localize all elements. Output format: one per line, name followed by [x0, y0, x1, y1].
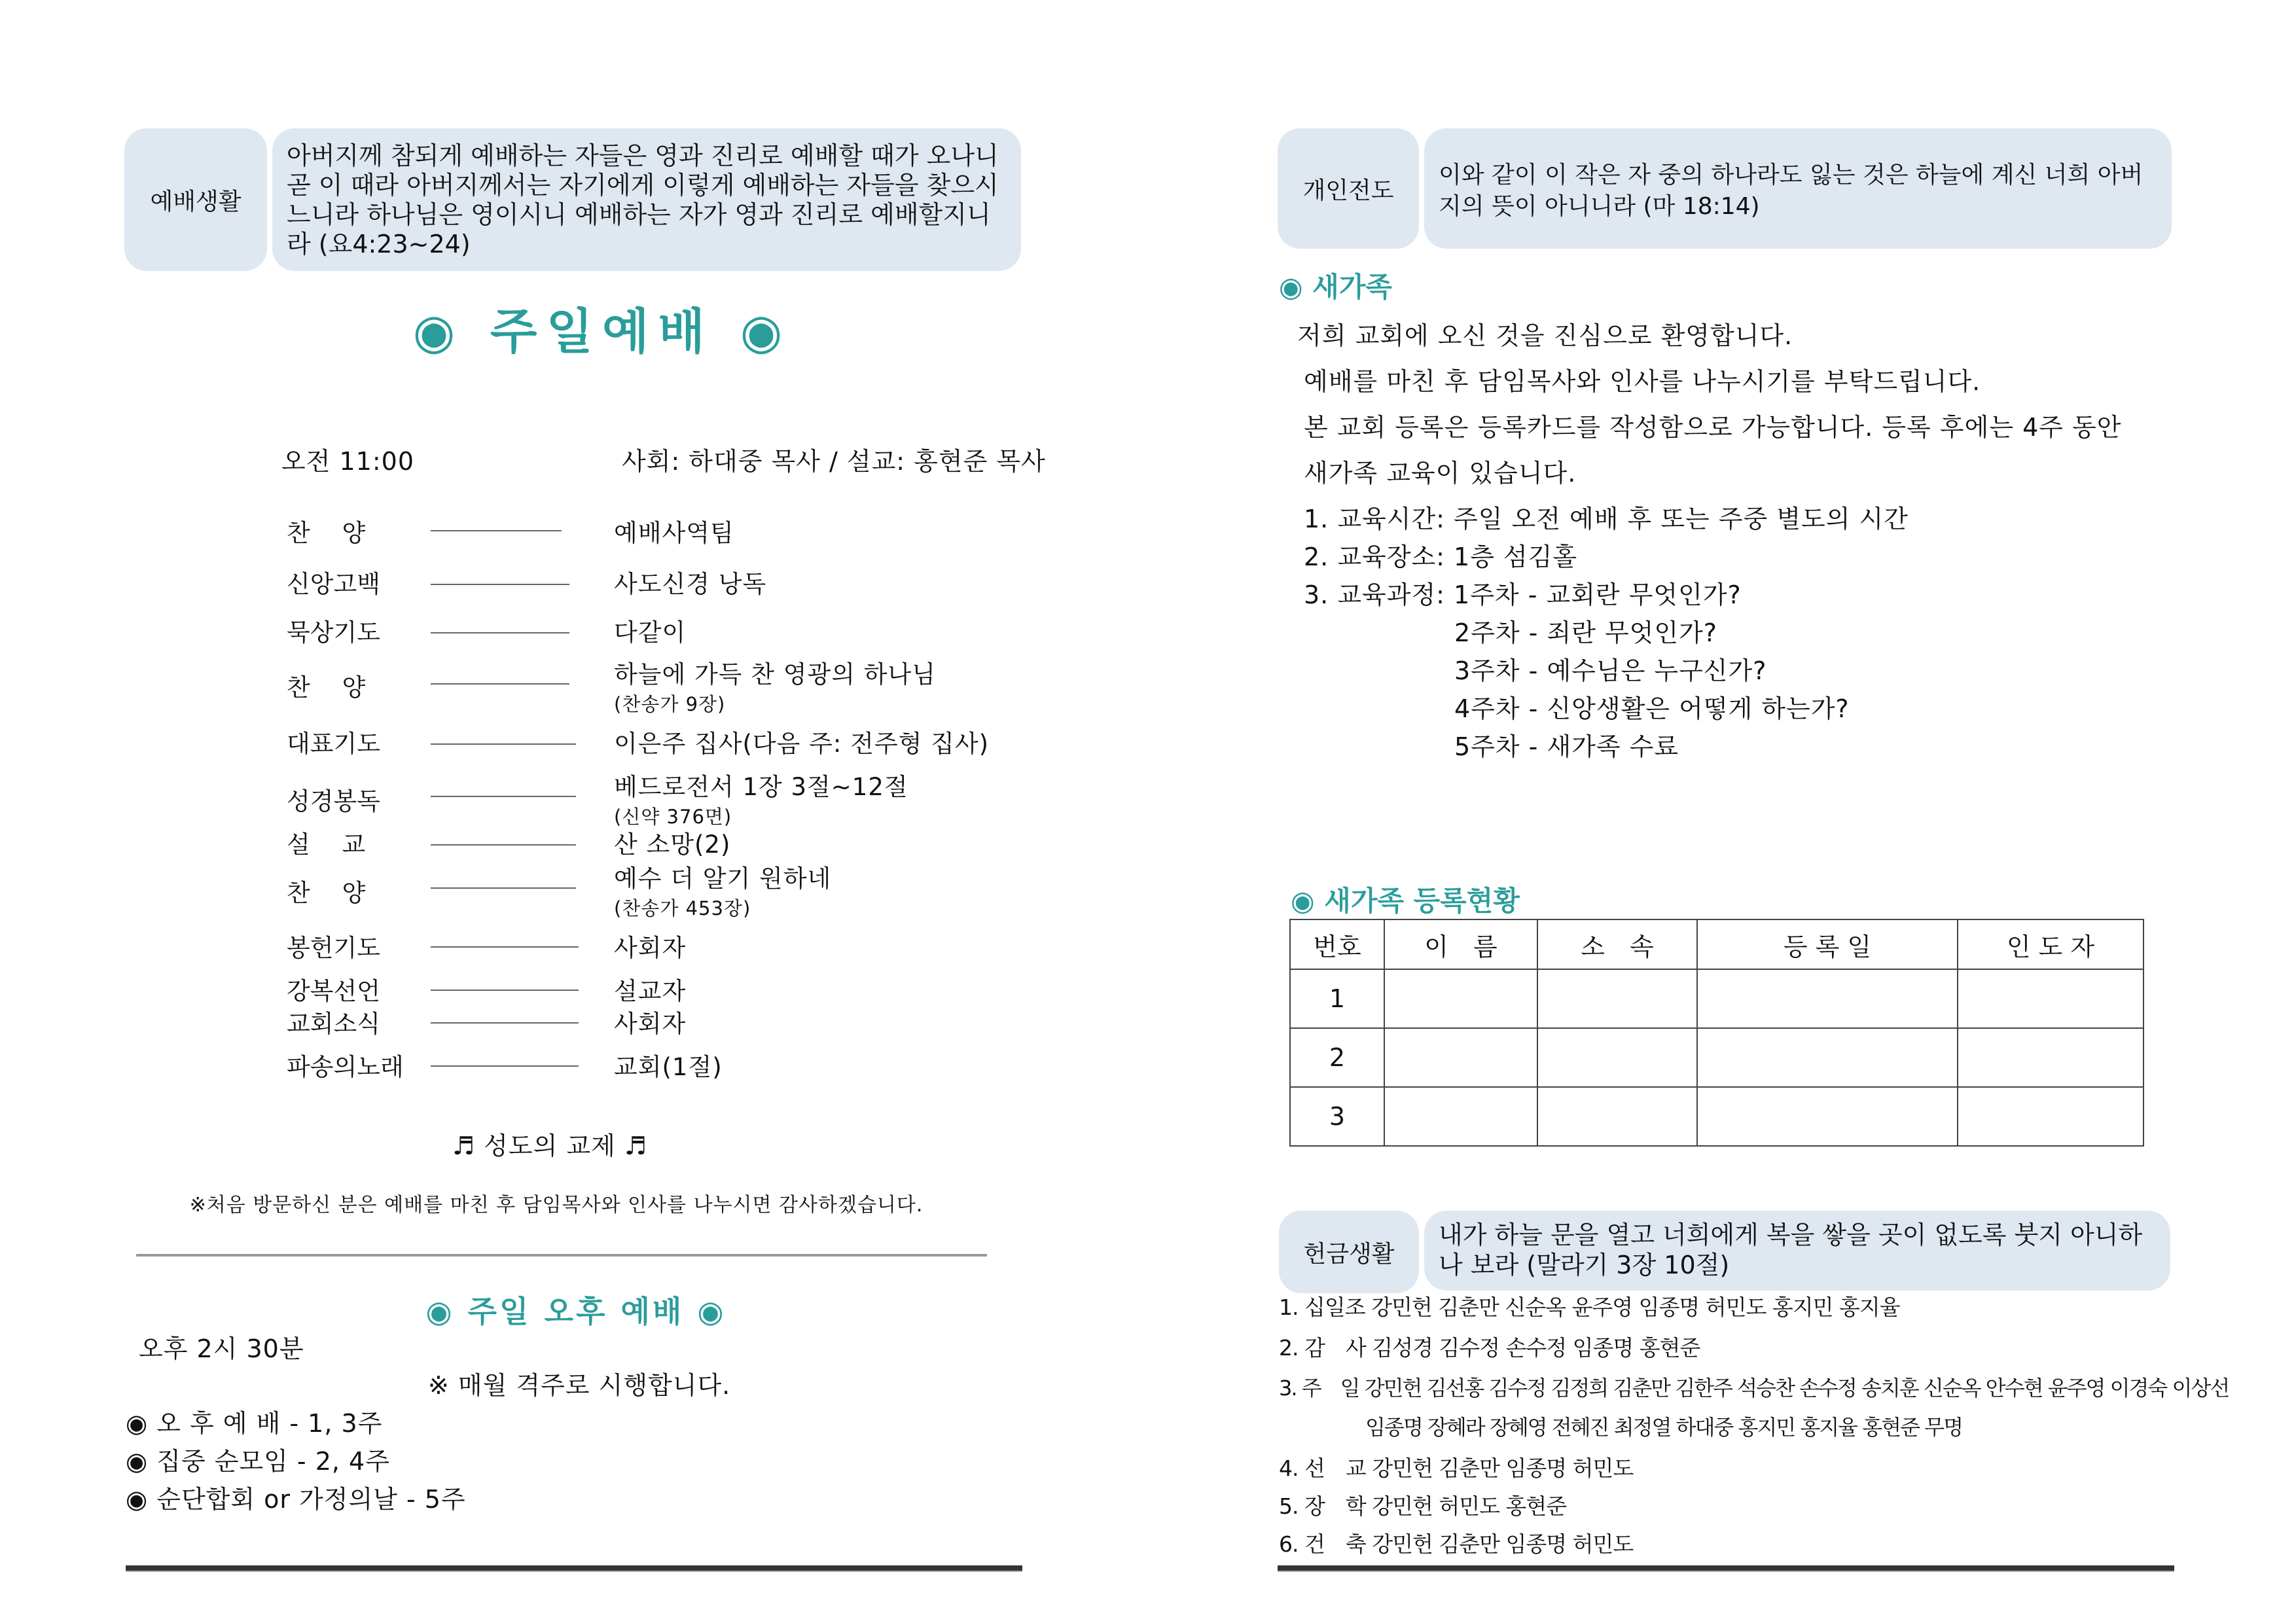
worship-order-line — [431, 887, 576, 889]
registration-cell — [1958, 969, 2144, 1028]
new-family-paragraph: 본 교회 등록은 등록카드를 작성함으로 가능합니다. 등록 후에는 4주 동안 — [1304, 413, 2122, 442]
fellowship-label: ♬ 성도의 교제 ♬ — [452, 1132, 647, 1160]
worship-order-value: 사회자 — [614, 1010, 687, 1038]
sunday-service-title: ◉ 주일예배 ◉ — [412, 304, 792, 360]
worship-order-value-text: 예수 더 알기 원하네 — [614, 865, 832, 893]
worship-order-value — [614, 654, 936, 717]
registration-header-number: 번호 — [1290, 919, 1384, 969]
worship-order-value — [614, 859, 831, 921]
new-family-heading: ◉ 새가족 — [1279, 271, 1392, 303]
worship-order-line — [431, 632, 569, 633]
offering-tag-label: 헌금생활 — [1303, 1240, 1395, 1268]
curriculum-line: 5주차 - 새가족 수료 — [1454, 732, 1679, 761]
worship-order-label: 찬 양 — [287, 673, 366, 702]
new-family-paragraph: 저희 교회에 오신 것을 진심으로 환영합니다. — [1297, 321, 1793, 350]
afternoon-item: ◉ 집중 순모임 - 2, 4주 — [126, 1447, 390, 1476]
worship-order-line — [431, 796, 576, 797]
worship-order-line — [431, 946, 579, 948]
worship-order-line — [431, 990, 579, 991]
registration-cell — [1384, 969, 1537, 1028]
evangelism-tag-label: 개인전도 — [1302, 177, 1394, 204]
afternoon-service-note: ※ 매월 격주로 시행합니다. — [428, 1371, 731, 1400]
table-row — [1290, 1087, 2144, 1146]
offering-line: 2. 감 사 김성경 김수정 손수정 임종명 홍현준 — [1279, 1335, 1700, 1361]
education-line: 1. 교육시간: 주일 오전 예배 후 또는 주중 별도의 시간 — [1304, 505, 1909, 533]
curriculum-line: 2주차 - 죄란 무엇인가? — [1454, 618, 1717, 647]
worship-order-value: 이은주 집사(다음 주: 전주형 집사) — [614, 730, 990, 758]
registration-cell — [1384, 1087, 1537, 1146]
worship-life-verse — [272, 128, 1021, 271]
registration-cell — [1537, 1087, 1697, 1146]
section-divider — [136, 1254, 987, 1257]
registration-cell-number: 3 — [1290, 1087, 1384, 1146]
registration-header-row — [1290, 919, 2144, 969]
service-leaders: 사회: 하대중 목사 / 설교: 홍현준 목사 — [622, 447, 1046, 476]
worship-order-label: 교회소식 — [287, 1010, 380, 1038]
table-row — [1290, 969, 2144, 1028]
afternoon-item: ◉ 오 후 예 배 - 1, 3주 — [126, 1409, 383, 1438]
worship-order-label: 대표기도 — [287, 730, 380, 758]
evangelism-verse — [1424, 128, 2172, 249]
page-bottom-rule — [126, 1565, 1022, 1572]
evangelism-tag — [1278, 128, 1419, 249]
worship-order-note: (찬송가 9장) — [614, 693, 726, 715]
registration-cell — [1958, 1087, 2144, 1146]
registration-header-guide: 인 도 자 — [1958, 919, 2144, 969]
worship-order-label: 찬 양 — [287, 519, 366, 547]
worship-order-label: 성경봉독 — [287, 787, 380, 815]
worship-order-value: 예배사역팀 — [614, 519, 734, 547]
offering-line: 1. 십일조 강민헌 김춘만 신순옥 윤주영 임종명 허민도 홍지민 홍지율 — [1279, 1294, 1900, 1320]
education-line: 3. 교육과정: 1주차 - 교회란 무엇인가? — [1304, 580, 1742, 609]
worship-order-line — [431, 584, 569, 585]
worship-order-label: 신앙고백 — [287, 570, 380, 598]
worship-order-label: 묵상기도 — [287, 618, 380, 647]
registration-header-date: 등 록 일 — [1697, 919, 1958, 969]
offering-line: 4. 선 교 강민헌 김춘만 임종명 허민도 — [1279, 1455, 1634, 1481]
worship-order-line — [431, 683, 569, 685]
worship-order-value-text: 베드로전서 1장 3절~12절 — [614, 773, 908, 801]
worship-order-label: 봉헌기도 — [287, 934, 380, 962]
offering-line: 6. 건 축 강민헌 김춘만 임종명 허민도 — [1279, 1531, 1634, 1557]
registration-heading: ◉ 새가족 등록현황 — [1291, 885, 1520, 917]
worship-order-label: 찬 양 — [287, 879, 366, 907]
service-time: 오전 11:00 — [281, 447, 415, 476]
worship-life-tag — [124, 128, 267, 271]
worship-order-value: 산 소망(2) — [614, 830, 731, 859]
worship-order-note: (신약 376면) — [614, 806, 732, 828]
worship-order-value: 사회자 — [614, 934, 687, 962]
worship-life-verse-text: 아버지께 참되게 예배하는 자들은 영과 진리로 예배할 때가 오나니 곧 이 때라 아버지께서는 자기에게 이렇게 예배하는 자들을 찾으시느니라 하나님은 영이시니 예배하는 자가 영과 진리로 예배할지니라 (요4:23~24) — [287, 141, 999, 259]
worship-order-value — [614, 767, 908, 829]
worship-order-line — [431, 743, 576, 745]
worship-order-line — [431, 1065, 579, 1067]
new-family-paragraph: 예배를 마친 후 담임목사와 인사를 나누시기를 부탁드립니다. — [1304, 367, 1981, 396]
worship-order-value: 사도신경 낭독 — [614, 570, 767, 598]
worship-order-label: 강복선언 — [287, 977, 380, 1005]
worship-order-line — [431, 844, 576, 846]
worship-order-label: 파송의노래 — [287, 1053, 404, 1081]
worship-order-value: 교회(1절) — [614, 1053, 723, 1081]
registration-cell — [1958, 1028, 2144, 1087]
table-row — [1290, 1028, 2144, 1087]
offering-tag — [1279, 1211, 1419, 1293]
offering-line: 5. 장 학 강민헌 허민도 홍현준 — [1279, 1493, 1567, 1519]
afternoon-item: ◉ 순단합회 or 가정의날 - 5주 — [126, 1485, 466, 1514]
afternoon-service-title: ◉ 주일 오후 예배 ◉ — [425, 1294, 726, 1329]
first-visit-note: ※처음 방문하신 분은 예배를 마친 후 담임목사와 인사를 나누시면 감사하겠습니다. — [189, 1194, 924, 1217]
registration-cell — [1537, 969, 1697, 1028]
registration-header-affiliation: 소 속 — [1537, 919, 1697, 969]
offering-line: 3. 주 일 강민헌 김선홍 김수정 김정희 김춘만 김한주 석승찬 손수정 송치훈 신순옥 안수현 윤주영 이경숙 이상선 — [1279, 1376, 2229, 1400]
offering-line: 임종명 장혜라 장혜영 전혜진 최정열 하대중 홍지민 홍지율 홍현준 무명 — [1365, 1415, 1962, 1440]
offering-verse — [1424, 1211, 2170, 1291]
worship-order-label: 설 교 — [287, 830, 366, 859]
worship-order-line — [431, 1022, 579, 1024]
registration-cell-number: 1 — [1290, 969, 1384, 1028]
registration-header-name: 이 름 — [1384, 919, 1537, 969]
new-family-paragraph: 새가족 교육이 있습니다. — [1304, 459, 1577, 488]
registration-cell — [1697, 969, 1958, 1028]
registration-cell — [1697, 1087, 1958, 1146]
worship-order-value: 설교자 — [614, 977, 687, 1005]
afternoon-service-time: 오후 2시 30분 — [139, 1334, 304, 1363]
registration-cell — [1384, 1028, 1537, 1087]
worship-order-value-text: 하늘에 가득 찬 영광의 하나님 — [614, 660, 936, 688]
registration-cell-number: 2 — [1290, 1028, 1384, 1087]
education-line: 2. 교육장소: 1층 섬김홀 — [1304, 543, 1578, 571]
evangelism-verse-text: 이와 같이 이 작은 자 중의 하나라도 잃는 것은 하늘에 계신 너희 아버지의 뜻이 아니니라 (마 18:14) — [1439, 162, 2144, 220]
worship-order-value: 다같이 — [614, 618, 687, 647]
worship-order-line — [431, 530, 562, 531]
curriculum-line: 4주차 - 신앙생활은 어떻게 하는가? — [1454, 694, 1850, 723]
offering-verse-text: 내가 하늘 문을 열고 너희에게 복을 쌓을 곳이 없도록 붓지 아니하나 보라 (말라기 3장 10절) — [1439, 1221, 2143, 1279]
curriculum-line: 3주차 - 예수님은 누구신가? — [1454, 656, 1767, 685]
registration-cell — [1537, 1028, 1697, 1087]
registration-cell — [1697, 1028, 1958, 1087]
worship-order-note: (찬송가 453장) — [614, 897, 751, 919]
registration-table — [1289, 919, 2144, 1147]
worship-life-tag-label: 예배생활 — [150, 188, 242, 215]
page-bottom-rule — [1278, 1565, 2174, 1572]
